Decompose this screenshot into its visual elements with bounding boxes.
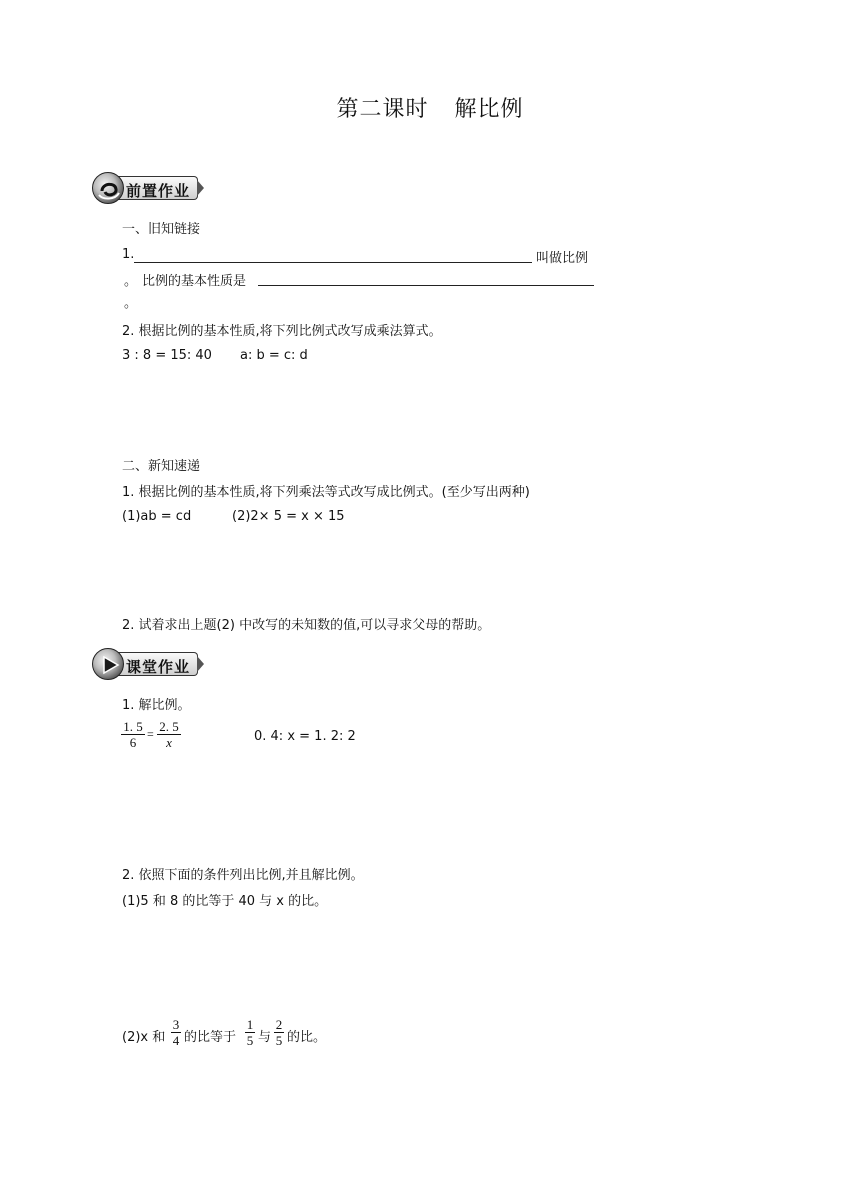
fraction-2-denominator: x [166,735,172,750]
fraction-one-fifth [244,1017,256,1048]
fraction-two-fifths-numerator: 2 [275,1017,283,1032]
q1-suffix: 叫做比例 [536,251,589,266]
q1-line3-dot: 。 [124,296,138,311]
fraction-three-quarters-denominator: 4 [172,1033,180,1048]
fraction-one-fifth-denominator: 5 [246,1033,254,1048]
fraction-2-numerator: 2. 5 [159,719,179,734]
answer-blank-1[interactable] [134,262,532,263]
fraction-1 [120,719,146,750]
class-q2-part1: (1)5 和 8 的比等于 40 与 x 的比。 [122,894,328,909]
class-q2-part2-b: 的比等于 [184,1030,237,1045]
q1-number: 1. [122,247,135,262]
q3-equation-2: (2)2× 5 = x × 15 [232,509,345,524]
fraction-two-fifths [273,1017,285,1048]
q3-text: 1. 根据比例的基本性质,将下列乘法等式改写成比例式。(至少写出两种) [122,485,530,500]
q4-text: 2. 试着求出上题(2) 中改写的未知数的值,可以寻求父母的帮助。 [122,618,491,633]
section-banner-pre-homework [92,172,212,206]
class-q2-text: 2. 依照下面的条件列出比例,并且解比例。 [122,868,364,883]
play-icon [92,648,124,680]
banner-label: 课堂作业 [126,658,191,676]
fraction-three-quarters-numerator: 3 [172,1017,180,1032]
fraction-two-fifths-denominator: 5 [275,1033,283,1048]
fraction-1-numerator: 1. 5 [123,719,143,734]
section-banner-class-homework [92,648,212,682]
class-q1-equation-2: 0. 4: x = 1. 2: 2 [254,729,356,744]
title-part2: 解比例 [454,97,524,122]
swirl-icon [92,172,124,204]
q2-equation-1: 3 : 8 = 15: 40 [122,348,212,363]
class-q1-text: 1. 解比例。 [122,698,191,713]
q1-line2-text: 比例的基本性质是 [142,274,247,289]
heading-new-knowledge: 二、新知速递 [122,459,201,474]
page-title [0,92,860,123]
banner-label: 前置作业 [126,182,191,200]
answer-blank-2[interactable] [258,285,594,286]
fraction-equals: = [147,727,154,741]
fraction-three-quarters [170,1017,182,1048]
q2-equation-2: a: b = c: d [240,348,308,363]
fraction-1-denominator: 6 [129,735,137,750]
class-q2-part2-d: 的比。 [287,1030,327,1045]
title-part1: 第二课时 [336,97,429,122]
q2-text: 2. 根据比例的基本性质,将下列比例式改写成乘法算式。 [122,324,442,339]
q1-line2-dot: 。 [124,274,138,289]
heading-old-knowledge: 一、旧知链接 [122,222,201,237]
class-q2-part2-c: 与 [258,1030,272,1045]
q3-equation-1: (1)ab = cd [122,509,192,524]
fraction-one-fifth-numerator: 1 [246,1017,254,1032]
fraction-2 [156,719,182,750]
class-q2-part2-a: (2)x 和 [122,1030,166,1045]
